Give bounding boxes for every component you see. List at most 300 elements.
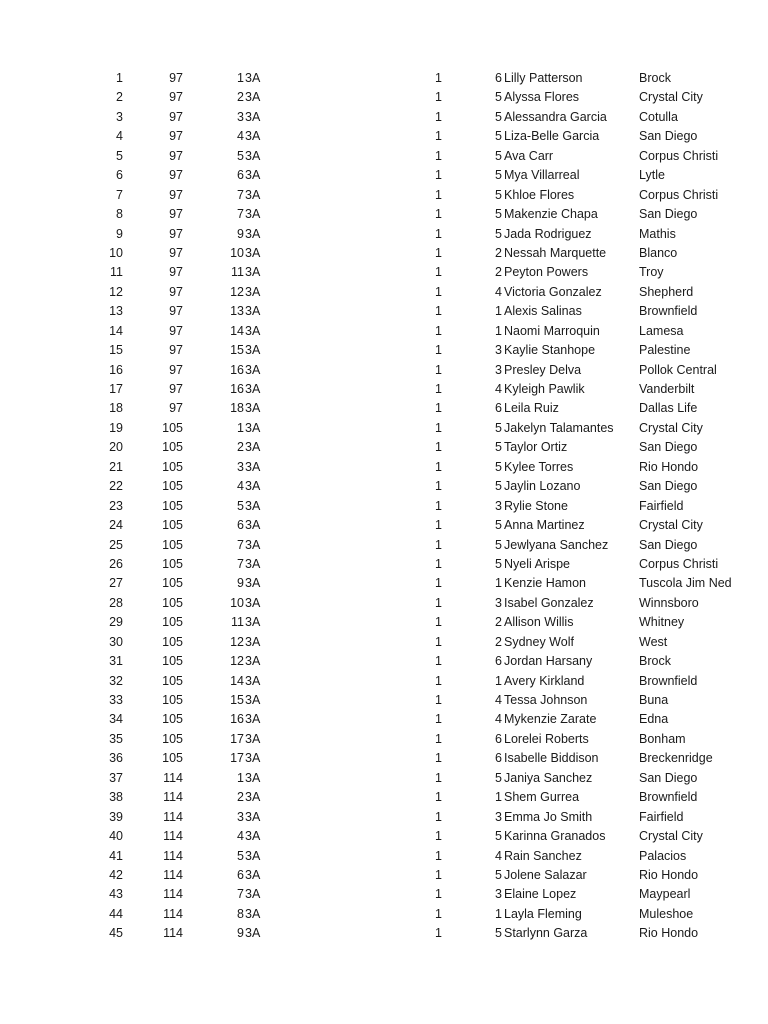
school-cell: San Diego: [639, 537, 698, 552]
row-number-cell: 33: [109, 693, 123, 707]
table-row: [0, 555, 768, 574]
place-cell: 1: [237, 420, 244, 435]
place-cell: 11: [231, 615, 244, 630]
seed-cell: 4: [495, 712, 502, 727]
weight-cell: 105: [162, 440, 183, 455]
athlete-name-cell: Nessah Marquette: [504, 245, 607, 260]
athlete-name-cell: Isabelle Biddison: [504, 751, 599, 766]
count-cell: 1: [435, 615, 442, 630]
count-cell: 1: [435, 673, 442, 688]
class-cell: 3A: [245, 323, 261, 338]
row-number-cell: 9: [116, 226, 123, 241]
athlete-name-cell: Kylee Torres: [504, 459, 574, 474]
table-row: [0, 380, 768, 399]
count-cell: 1: [435, 284, 442, 299]
table-row: [0, 166, 768, 185]
table-row: [0, 186, 768, 205]
table-row: [0, 885, 768, 904]
athlete-name-cell: Peyton Powers: [504, 265, 589, 280]
row-number-cell: 35: [109, 731, 123, 746]
place-cell: 3: [237, 459, 244, 474]
count-cell: 1: [435, 245, 442, 260]
seed-cell: 3: [495, 362, 502, 377]
count-cell: 1: [435, 576, 442, 591]
athlete-name-cell: Jewlyana Sanchez: [504, 537, 609, 552]
count-cell: 1: [435, 323, 442, 338]
count-cell: 1: [435, 168, 442, 183]
class-cell: 3A: [245, 245, 261, 260]
class-cell: 3A: [245, 265, 261, 280]
count-cell: 1: [435, 382, 442, 396]
count-cell: 1: [435, 731, 442, 746]
school-cell: Crystal City: [639, 829, 703, 844]
school-cell: Pollok Central: [639, 362, 717, 377]
table-row: [0, 302, 768, 321]
row-number-cell: 3: [116, 109, 123, 124]
weight-cell: 105: [162, 634, 183, 649]
weight-cell: 105: [162, 751, 183, 766]
athlete-name-cell: Taylor Ortiz: [504, 440, 568, 455]
class-cell: 3A: [245, 731, 261, 746]
table-row: [0, 808, 768, 827]
weight-cell: 97: [169, 362, 183, 377]
weight-cell: 114: [163, 809, 183, 824]
table-row: [0, 788, 768, 807]
place-cell: 9: [237, 926, 244, 941]
weight-cell: 97: [169, 187, 183, 202]
count-cell: 1: [435, 867, 442, 882]
place-cell: 16: [230, 382, 244, 396]
place-cell: 2: [237, 90, 244, 105]
place-cell: 6: [237, 867, 244, 882]
row-number-cell: 28: [109, 595, 123, 610]
athlete-name-cell: Jakelyn Talamantes: [504, 420, 614, 435]
row-number-cell: 30: [109, 634, 123, 649]
place-cell: 7: [237, 537, 244, 552]
row-number-cell: 43: [109, 887, 123, 902]
seed-cell: 3: [495, 498, 502, 513]
table-row: [0, 749, 768, 768]
weight-cell: 114: [163, 906, 183, 921]
count-cell: 1: [435, 809, 442, 824]
athlete-name-cell: Shem Gurrea: [504, 790, 580, 805]
seed-cell: 3: [495, 343, 502, 358]
weight-cell: 105: [162, 615, 183, 630]
weight-cell: 105: [162, 459, 183, 474]
school-cell: San Diego: [639, 207, 698, 222]
place-cell: 12: [230, 284, 244, 299]
school-cell: Rio Hondo: [639, 926, 699, 941]
class-cell: 3A: [245, 634, 261, 649]
seed-cell: 5: [495, 459, 502, 474]
weight-cell: 105: [162, 479, 183, 494]
athlete-name-cell: Ava Carr: [504, 148, 554, 163]
class-cell: 3A: [245, 887, 261, 902]
school-cell: Corpus Christi: [639, 556, 719, 571]
athlete-name-cell: Mykenzie Zarate: [504, 712, 597, 727]
row-number-cell: 12: [109, 284, 123, 299]
weight-cell: 97: [169, 284, 183, 299]
row-number-cell: 18: [109, 401, 123, 416]
place-cell: 14: [230, 673, 244, 688]
school-cell: Breckenridge: [639, 751, 713, 766]
table-row: [0, 672, 768, 691]
athlete-name-cell: Karinna Granados: [504, 829, 606, 844]
row-number-cell: 38: [109, 790, 123, 805]
row-number-cell: 21: [109, 459, 123, 474]
table-row: [0, 866, 768, 885]
weight-cell: 97: [169, 90, 183, 105]
class-cell: 3A: [245, 654, 261, 669]
table-row: [0, 613, 768, 632]
class-cell: 3A: [245, 479, 261, 494]
place-cell: 15: [230, 693, 244, 707]
class-cell: 3A: [245, 673, 261, 688]
count-cell: 1: [435, 926, 442, 941]
seed-cell: 5: [495, 440, 502, 455]
class-cell: 3A: [245, 148, 261, 163]
class-cell: 3A: [245, 207, 261, 222]
school-cell: Rio Hondo: [639, 867, 699, 882]
class-cell: 3A: [245, 71, 261, 85]
place-cell: 9: [237, 226, 244, 241]
class-cell: 3A: [245, 226, 261, 241]
weight-cell: 97: [169, 207, 183, 222]
athlete-name-cell: Janiya Sanchez: [504, 770, 593, 785]
row-number-cell: 2: [116, 90, 123, 105]
weight-cell: 114: [163, 926, 183, 941]
row-number-cell: 24: [109, 518, 123, 533]
class-cell: 3A: [245, 848, 261, 863]
count-cell: 1: [435, 790, 442, 805]
row-number-cell: 16: [109, 362, 123, 377]
class-cell: 3A: [245, 284, 261, 299]
count-cell: 1: [435, 440, 442, 455]
table-row: [0, 322, 768, 341]
place-cell: 16: [230, 712, 244, 727]
athlete-name-cell: Elaine Lopez: [504, 887, 577, 902]
row-number-cell: 42: [109, 867, 123, 882]
row-number-cell: 23: [109, 498, 123, 513]
class-cell: 3A: [245, 362, 261, 377]
weight-cell: 105: [162, 654, 183, 669]
table-row: [0, 283, 768, 302]
row-number-cell: 27: [109, 576, 123, 591]
place-cell: 9: [237, 576, 244, 591]
school-cell: West: [639, 634, 668, 649]
class-cell: 3A: [245, 537, 261, 552]
seed-cell: 6: [495, 731, 502, 746]
seed-cell: 6: [495, 71, 502, 85]
place-cell: 5: [237, 498, 244, 513]
seed-cell: 3: [495, 809, 502, 824]
place-cell: 7: [237, 887, 244, 902]
count-cell: 1: [435, 770, 442, 785]
school-cell: Whitney: [639, 615, 685, 630]
seed-cell: 1: [495, 323, 502, 338]
school-cell: Shepherd: [639, 284, 694, 299]
seed-cell: 6: [495, 751, 502, 766]
athlete-name-cell: Kaylie Stanhope: [504, 343, 596, 358]
row-number-cell: 6: [116, 168, 123, 183]
athlete-name-cell: Tessa Johnson: [504, 693, 588, 707]
place-cell: 5: [237, 148, 244, 163]
weight-cell: 105: [162, 518, 183, 533]
athlete-name-cell: Alexis Salinas: [504, 304, 582, 319]
athlete-name-cell: Alyssa Flores: [504, 90, 580, 105]
school-cell: Crystal City: [639, 420, 703, 435]
seed-cell: 1: [495, 906, 502, 921]
school-cell: Tuscola Jim Ned: [639, 576, 732, 591]
table-row: [0, 244, 768, 263]
athlete-name-cell: Jada Rodriguez: [504, 226, 592, 241]
class-cell: 3A: [245, 615, 261, 630]
seed-cell: 4: [495, 284, 502, 299]
count-cell: 1: [435, 71, 442, 85]
school-cell: Lamesa: [639, 323, 684, 338]
class-cell: 3A: [245, 751, 261, 766]
class-cell: 3A: [245, 187, 261, 202]
table-row: [0, 847, 768, 866]
athlete-name-cell: Victoria Gonzalez: [504, 284, 602, 299]
table-row: [0, 633, 768, 652]
row-number-cell: 13: [109, 304, 123, 319]
row-number-cell: 7: [116, 187, 123, 202]
seed-cell: 5: [495, 90, 502, 105]
class-cell: 3A: [245, 498, 261, 513]
place-cell: 10: [230, 245, 244, 260]
count-cell: 1: [435, 906, 442, 921]
place-cell: 5: [237, 848, 244, 863]
school-cell: Troy: [639, 265, 664, 280]
table-row: [0, 710, 768, 729]
school-cell: Corpus Christi: [639, 187, 719, 202]
school-cell: Fairfield: [639, 809, 684, 824]
athlete-name-cell: Leila Ruiz: [504, 401, 559, 416]
place-cell: 16: [230, 362, 244, 377]
place-cell: 6: [237, 518, 244, 533]
school-cell: Crystal City: [639, 518, 703, 533]
row-number-cell: 40: [109, 829, 123, 844]
place-cell: 17: [230, 731, 244, 746]
school-cell: Blanco: [639, 245, 678, 260]
class-cell: 3A: [245, 770, 261, 785]
class-cell: 3A: [245, 556, 261, 571]
spreadsheet-table: [0, 69, 768, 944]
weight-cell: 97: [169, 129, 183, 144]
seed-cell: 1: [495, 673, 502, 688]
place-cell: 7: [237, 207, 244, 222]
athlete-name-cell: Naomi Marroquin: [504, 323, 600, 338]
athlete-name-cell: Khloe Flores: [504, 187, 575, 202]
table-row: [0, 458, 768, 477]
table-row: [0, 127, 768, 146]
count-cell: 1: [435, 595, 442, 610]
class-cell: 3A: [245, 906, 261, 921]
weight-cell: 97: [169, 382, 183, 396]
table-row: [0, 108, 768, 127]
seed-cell: 5: [495, 518, 502, 533]
athlete-name-cell: Layla Fleming: [504, 906, 582, 921]
place-cell: 2: [237, 790, 244, 805]
seed-cell: 5: [495, 829, 502, 844]
school-cell: Corpus Christi: [639, 148, 719, 163]
count-cell: 1: [435, 401, 442, 416]
athlete-name-cell: Avery Kirkland: [504, 673, 585, 688]
school-cell: Vanderbilt: [639, 382, 695, 396]
class-cell: 3A: [245, 129, 261, 144]
table-row: [0, 652, 768, 671]
seed-cell: 5: [495, 148, 502, 163]
count-cell: 1: [435, 693, 442, 707]
table-row: [0, 924, 768, 943]
table-row: [0, 147, 768, 166]
row-number-cell: 29: [109, 615, 123, 630]
count-cell: 1: [435, 207, 442, 222]
athlete-name-cell: Jolene Salazar: [504, 867, 587, 882]
seed-cell: 5: [495, 109, 502, 124]
athlete-name-cell: Jordan Harsany: [504, 654, 593, 669]
row-number-cell: 31: [109, 654, 123, 669]
school-cell: Brownfield: [639, 673, 698, 688]
row-number-cell: 25: [109, 537, 123, 552]
place-cell: 3: [237, 109, 244, 124]
row-number-cell: 32: [109, 673, 123, 688]
row-number-cell: 11: [110, 265, 123, 280]
count-cell: 1: [435, 90, 442, 105]
weight-cell: 114: [163, 770, 183, 785]
count-cell: 1: [435, 848, 442, 863]
count-cell: 1: [435, 129, 442, 144]
athlete-name-cell: Anna Martinez: [504, 518, 585, 533]
table-row: [0, 769, 768, 788]
school-cell: Brock: [639, 654, 671, 669]
place-cell: 4: [237, 829, 244, 844]
school-cell: Dallas Life: [639, 401, 698, 416]
athlete-name-cell: Mya Villarreal: [504, 168, 580, 183]
place-cell: 4: [237, 129, 244, 144]
weight-cell: 114: [163, 887, 183, 902]
class-cell: 3A: [245, 90, 261, 105]
count-cell: 1: [435, 109, 442, 124]
place-cell: 13: [230, 304, 244, 319]
athlete-name-cell: Nyeli Arispe: [504, 556, 570, 571]
athlete-name-cell: Alessandra Garcia: [504, 109, 607, 124]
class-cell: 3A: [245, 168, 261, 183]
athlete-name-cell: Presley Delva: [504, 362, 582, 377]
seed-cell: 5: [495, 556, 502, 571]
table-row: [0, 263, 768, 282]
athlete-name-cell: Isabel Gonzalez: [504, 595, 594, 610]
place-cell: 7: [237, 556, 244, 571]
weight-cell: 97: [169, 401, 183, 416]
place-cell: 10: [230, 595, 244, 610]
school-cell: Lytle: [639, 168, 665, 183]
row-number-cell: 10: [109, 245, 123, 260]
school-cell: Maypearl: [639, 887, 691, 902]
athlete-name-cell: Rain Sanchez: [504, 848, 582, 863]
place-cell: 2: [237, 440, 244, 455]
weight-cell: 97: [169, 168, 183, 183]
table-row: [0, 594, 768, 613]
class-cell: 3A: [245, 595, 261, 610]
row-number-cell: 4: [116, 129, 123, 144]
row-number-cell: 44: [109, 906, 123, 921]
school-cell: Bonham: [639, 731, 686, 746]
count-cell: 1: [435, 226, 442, 241]
school-cell: Crystal City: [639, 90, 703, 105]
place-cell: 4: [237, 479, 244, 494]
row-number-cell: 8: [116, 207, 123, 222]
school-cell: Edna: [639, 712, 669, 727]
weight-cell: 105: [162, 731, 183, 746]
class-cell: 3A: [245, 693, 261, 707]
table-row: [0, 477, 768, 496]
seed-cell: 1: [495, 790, 502, 805]
seed-cell: 6: [495, 654, 502, 669]
table-row: [0, 536, 768, 555]
class-cell: 3A: [245, 518, 261, 533]
table-row: [0, 516, 768, 535]
seed-cell: 2: [495, 265, 502, 280]
seed-cell: 4: [495, 382, 502, 396]
athlete-name-cell: Liza-Belle Garcia: [504, 129, 600, 144]
seed-cell: 5: [495, 207, 502, 222]
count-cell: 1: [435, 479, 442, 494]
class-cell: 3A: [245, 459, 261, 474]
school-cell: Winnsboro: [639, 595, 699, 610]
school-cell: Cotulla: [639, 109, 678, 124]
seed-cell: 5: [495, 187, 502, 202]
class-cell: 3A: [245, 420, 261, 435]
place-cell: 1: [237, 770, 244, 785]
row-number-cell: 36: [109, 751, 123, 766]
seed-cell: 5: [495, 168, 502, 183]
weight-cell: 105: [162, 420, 183, 435]
count-cell: 1: [435, 829, 442, 844]
place-cell: 1: [237, 71, 244, 85]
school-cell: Brock: [639, 71, 671, 85]
count-cell: 1: [435, 887, 442, 902]
count-cell: 1: [435, 187, 442, 202]
weight-cell: 114: [163, 829, 183, 844]
school-cell: Muleshoe: [639, 906, 694, 921]
class-cell: 3A: [245, 304, 261, 319]
seed-cell: 5: [495, 926, 502, 941]
row-number-cell: 37: [109, 770, 123, 785]
athlete-name-cell: Rylie Stone: [504, 498, 568, 513]
count-cell: 1: [435, 751, 442, 766]
place-cell: 8: [237, 906, 244, 921]
athlete-name-cell: Allison Willis: [504, 615, 574, 630]
seed-cell: 5: [495, 770, 502, 785]
weight-cell: 105: [162, 537, 183, 552]
count-cell: 1: [435, 420, 442, 435]
table-row: [0, 69, 768, 88]
seed-cell: 5: [495, 537, 502, 552]
weight-cell: 105: [162, 498, 183, 513]
athlete-name-cell: Lilly Patterson: [504, 71, 583, 85]
weight-cell: 105: [162, 576, 183, 591]
class-cell: 3A: [245, 712, 261, 727]
seed-cell: 2: [495, 634, 502, 649]
school-cell: San Diego: [639, 440, 698, 455]
row-number-cell: 19: [109, 420, 123, 435]
row-number-cell: 1: [116, 71, 123, 85]
count-cell: 1: [435, 537, 442, 552]
table-row: [0, 88, 768, 107]
count-cell: 1: [435, 498, 442, 513]
